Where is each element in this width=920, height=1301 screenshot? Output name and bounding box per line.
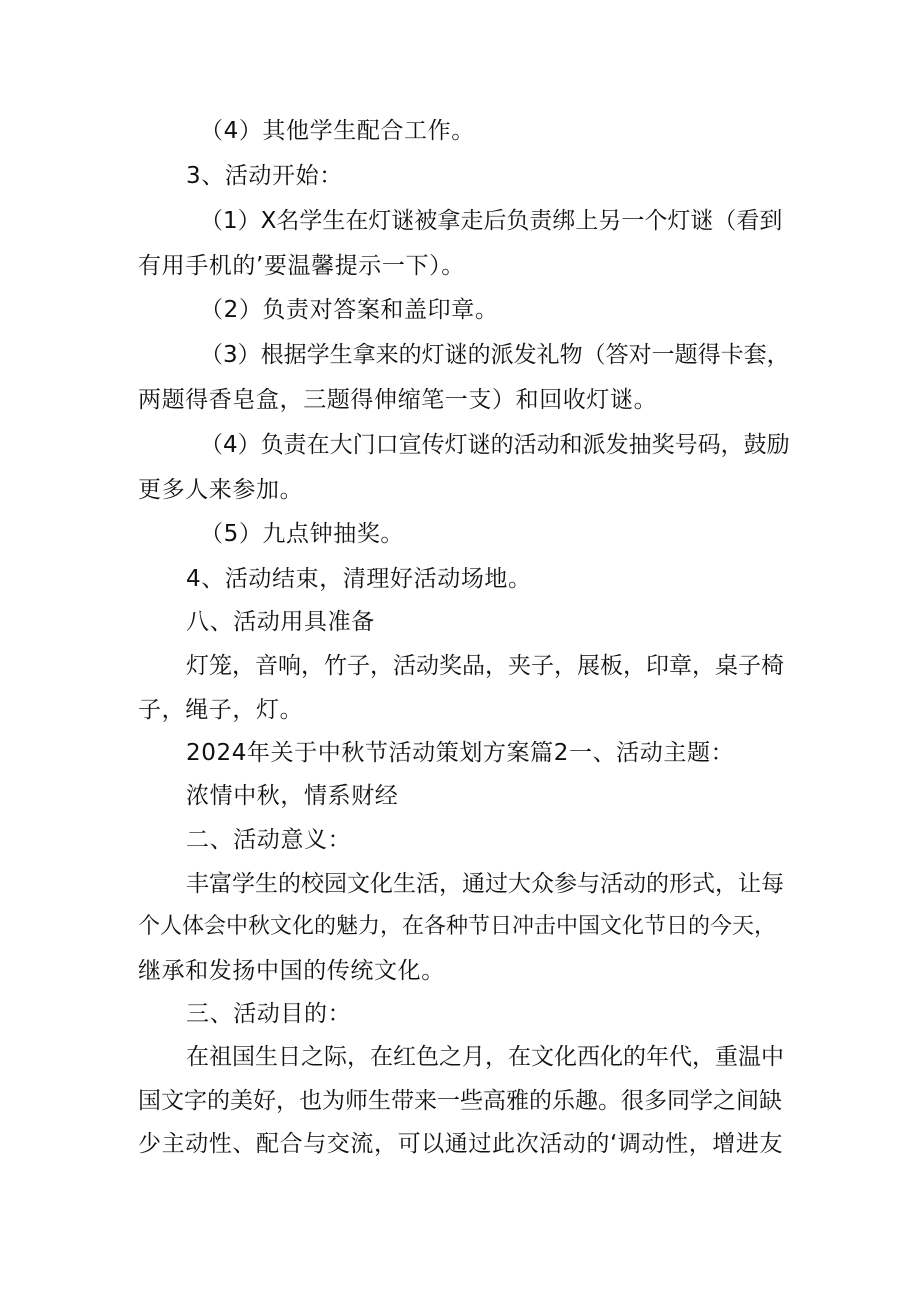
text-line: 个人体会中秋文化的魅力，在各种节日冲击中国文化节日的今天， bbox=[138, 914, 777, 939]
text-line: （3）根据学生拿来的灯谜的派发礼物（答对一题得卡套， bbox=[200, 342, 790, 368]
text-line: 有用手机的’要温馨提示一下）。 bbox=[138, 253, 465, 279]
text-line: （4）负责在大门口宣传灯谜的活动和派发抽奖号码，鼓励 bbox=[200, 432, 790, 458]
text-line: 2024年关于中秋节活动策划方案篇2一、活动主题： bbox=[186, 740, 735, 766]
text-line: 少主动性、配合与交流，可以通过此次活动的‘调动性，增进友 bbox=[138, 1131, 784, 1157]
text-line: （4）其他学生配合工作。 bbox=[200, 118, 475, 144]
text-line: 继承和发扬中国的传统文化。 bbox=[138, 958, 445, 984]
text-line: 更多人来参加。 bbox=[138, 477, 304, 503]
text-line: （1）X名学生在灯谜被拿走后负责绑上另一个灯谜（看到 bbox=[200, 208, 783, 234]
text-line: 二、活动意义： bbox=[186, 827, 352, 853]
text-line: 八、活动用具准备 bbox=[186, 609, 375, 635]
text-line: 丰富学生的校园文化生活，通过大众参与活动的形式，让每 bbox=[186, 871, 784, 897]
text-line: 两题得香皂盒，三题得伸缩笔一支）和回收灯谜。 bbox=[138, 387, 658, 413]
text-line: 浓情中秋，情系财经 bbox=[186, 783, 399, 809]
text-line: 4、活动结束，清理好活动场地。 bbox=[186, 566, 532, 592]
text-line: 灯笼，音响，竹子，活动奖品，夹子，展板，印章，桌子椅 bbox=[186, 653, 784, 679]
text-line: 三、活动目的： bbox=[186, 1001, 352, 1027]
text-line: 国文字的美好，也为师生带来一些高雅的乐趣。很多同学之间缺 bbox=[138, 1088, 782, 1114]
text-line: （5）九点钟抽奖。 bbox=[200, 521, 405, 547]
text-line: 在祖国生日之际，在红色之月，在文化西化的年代，重温中 bbox=[186, 1044, 784, 1070]
text-line: （2）负责对答案和盖印章。 bbox=[200, 297, 499, 323]
text-line: 3、活动开始： bbox=[186, 163, 343, 189]
text-line: 子，绳子，灯。 bbox=[138, 697, 304, 723]
